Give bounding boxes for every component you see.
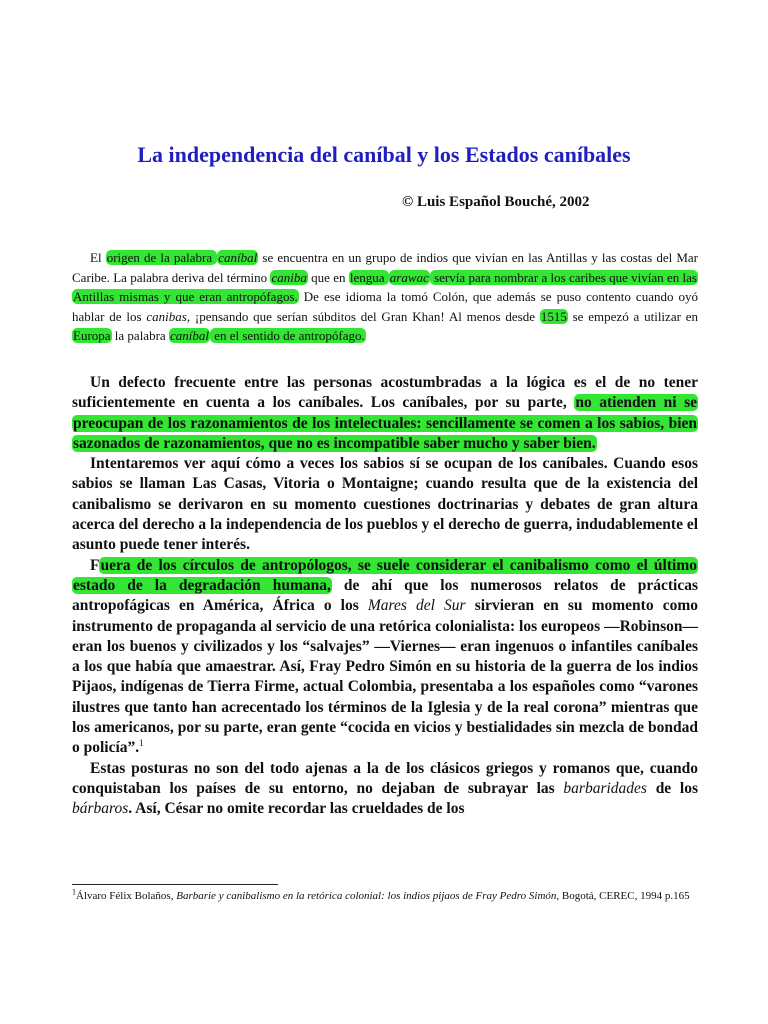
text-run: De ese idioma la tomó Colón, que además se puso contento cuando oyó hablar de los: [72, 289, 698, 324]
text-run: , ¡pensando que serían súbditos del Gran Khan! Al menos desde: [186, 308, 540, 324]
italic-text: Mares del Sur: [367, 597, 466, 615]
footnote: [72, 888, 698, 904]
highlighted-text: en el sentido de antropófago.: [210, 328, 365, 343]
text-run: Álvaro Félix Bolaños,: [76, 890, 177, 902]
text-run: F: [90, 556, 100, 574]
highlighted-text: arawac: [389, 269, 429, 285]
footnote-separator: [72, 884, 278, 885]
italic-text: barbaridades: [563, 779, 647, 797]
text-run: de los: [646, 779, 698, 797]
body-paragraph: [72, 373, 698, 454]
highlighted-text: origen de la palabra: [106, 250, 217, 265]
italic-text: canibas: [146, 308, 187, 324]
body-paragraph: [72, 454, 698, 555]
text-run: de ahí que los numerosos relatos de prácticas antropofágicas en América, África o los: [72, 576, 698, 615]
italic-text: Barbarie y canibalismo en la retórica colonial: los indios pijaos de Fray Pedro Simón: [176, 890, 557, 902]
body-paragraph: [72, 759, 698, 820]
document-title: La independencia del caníbal y los Estados caníbales: [137, 142, 631, 167]
highlighted-text: uera de los círculos de antropólogos, se suele considerar el canibalismo como el último estado de la degradación humana,: [73, 556, 697, 594]
footnote-marker: 1: [139, 738, 144, 749]
intro-paragraph: [72, 248, 698, 346]
text-run: Estas posturas no son del todo ajenas a la de los clásicos griegos y romanos que, cuando conquistaban los países de su entorno, no dejaban de subrayar las: [72, 759, 698, 797]
highlighted-text: caníbal: [169, 328, 209, 343]
text-run: . Así, César no omite recordar las crueldades de los: [128, 800, 465, 818]
footnote-marker: 1: [72, 887, 76, 897]
italic-text: bárbaros: [72, 800, 129, 818]
body-paragraph: [72, 556, 698, 759]
text-run: sirvieran en su momento como instrumento de propaganda al servicio de una retórica colonialista: los europeos —Robinson— eran los buenos y civilizados y los “salvajes” —Viernes— eran ingenuos o infantiles caníbales a los que había que amaestrar. Así, Fray Pedro Simón en su historia de la guerra de los indios Pijaos, indígenas de Tierra Firme, actual Colombia, presentaba a los españoles como “varones ilustres que tanto han acrecentado los términos de la Iglesia y de la real corona” mientras que los americanos, por su parte, eran gente “cocida en vicios y bestialidades sin mezcla de bondad o policía”.: [72, 597, 698, 757]
text-run: se encuentra en un grupo de indios que vivían en las Antillas y las costas del Mar Caribe. La palabra deriva del término: [72, 250, 698, 285]
text-run: la palabra: [111, 328, 169, 343]
highlighted-text: 1515: [540, 308, 567, 324]
text-run: Intentaremos ver aquí cómo a veces los sabios sí se ocupan de los caníbales. Cuando esos sabios se llaman Las Casas, Vitoria o Montaigne; cuando resulta que de la existencia del canibalismo se derivaron en su momento cuestiones doctrinarias y debates de gran altura acerca del derecho a la independencia de los pueblos y el derecho de guerra, indudablemente el asunto puede tener interés.: [72, 455, 699, 554]
author-byline: © Luis Español Bouché, 2002: [402, 194, 590, 210]
text-run: El: [90, 250, 106, 265]
text-run: se empezó a utilizar en: [567, 308, 698, 324]
text-run: Un defecto frecuente entre las personas acostumbradas a la lógica es el de no tener suficientemente en cuenta a los caníbales. Los caníbales, por su parte,: [72, 374, 698, 412]
highlighted-text: caníbal: [218, 250, 258, 265]
highlighted-text: Europa: [73, 328, 111, 343]
body-text: [72, 373, 698, 820]
highlighted-text: servía para nombrar a los caribes que vivían en las Antillas mismas y que eran antropófagos.: [73, 269, 697, 304]
highlighted-text: lengua: [349, 269, 388, 285]
text-run: , Bogotá, CEREC, 1994 p.165: [556, 890, 690, 902]
highlighted-text: caniba: [271, 269, 307, 285]
text-run: que en: [307, 269, 349, 285]
highlighted-text: no atienden ni se preocupan de los razonamientos de los intelectuales: sencillamente se comen a los sabios, bien sazonados de razonamientos, que no es incompatible saber mucho y saber bien.: [73, 394, 697, 452]
